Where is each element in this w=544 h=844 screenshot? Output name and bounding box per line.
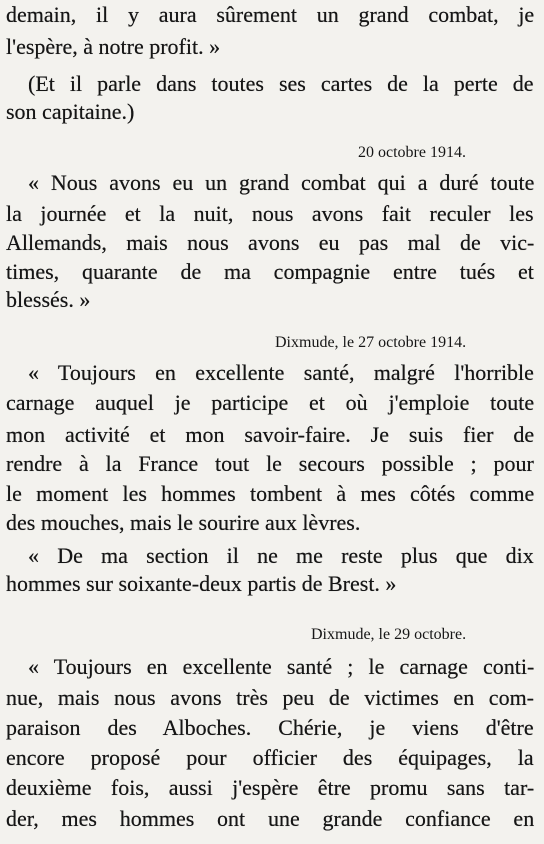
letter-date: 20 octobre 1914. bbox=[358, 144, 466, 161]
text-line: blessés. » bbox=[6, 287, 91, 312]
text-line: times, quarante de ma compagnie entre tués et bbox=[6, 259, 534, 284]
text-line: hommes sur soixante-deux partis de Brest. » bbox=[6, 571, 397, 596]
text-line: « De ma section il ne me reste plus que dix bbox=[28, 543, 534, 568]
text-line: « Toujours en excellente santé, malgré l'horrible bbox=[28, 360, 534, 385]
text-line: son capitaine.) bbox=[6, 99, 135, 124]
text-line: Allemands, mais nous avons eu pas mal de vic- bbox=[6, 230, 535, 255]
text-line: paraison des Alboches. Chérie, je viens d'être bbox=[6, 715, 534, 740]
text-line: encore proposé pour officier des équipages, la bbox=[6, 745, 534, 770]
text-line: carnage auquel je participe et où j'emploie toute bbox=[6, 390, 535, 415]
text-line: des mouches, mais le sourire aux lèvres. bbox=[6, 510, 361, 535]
text-line: « Nous avons eu un grand combat qui a duré toute bbox=[28, 170, 535, 195]
text-line: deuxième fois, aussi j'espère être promu sans tar- bbox=[6, 775, 535, 800]
text-line: mon activité et mon savoir-faire. Je suis fier de bbox=[6, 422, 535, 447]
text-line: (Et il parle dans toutes ses cartes de la perte de bbox=[28, 71, 534, 96]
letter-date: Dixmude, le 29 octobre. bbox=[311, 626, 467, 643]
text-line: nue, mais nous avons très peu de victimes en com- bbox=[6, 685, 535, 710]
letter-date: Dixmude, le 27 octobre 1914. bbox=[275, 334, 467, 351]
text-line: rendre à la France tout le secours possible ; pour bbox=[6, 451, 534, 476]
text-line: demain, il y aura sûrement un grand combat, je bbox=[6, 2, 535, 27]
text-line: l'espère, à notre profit. » bbox=[6, 34, 221, 59]
text-line: le moment les hommes tombent à mes côtés comme bbox=[6, 481, 535, 506]
text-line: der, mes hommes ont une grande confiance en bbox=[6, 806, 535, 831]
text-line: la journée et la nuit, nous avons fait reculer les bbox=[6, 201, 534, 226]
text-line: « Toujours en excellente santé ; le carnage conti- bbox=[28, 654, 535, 679]
